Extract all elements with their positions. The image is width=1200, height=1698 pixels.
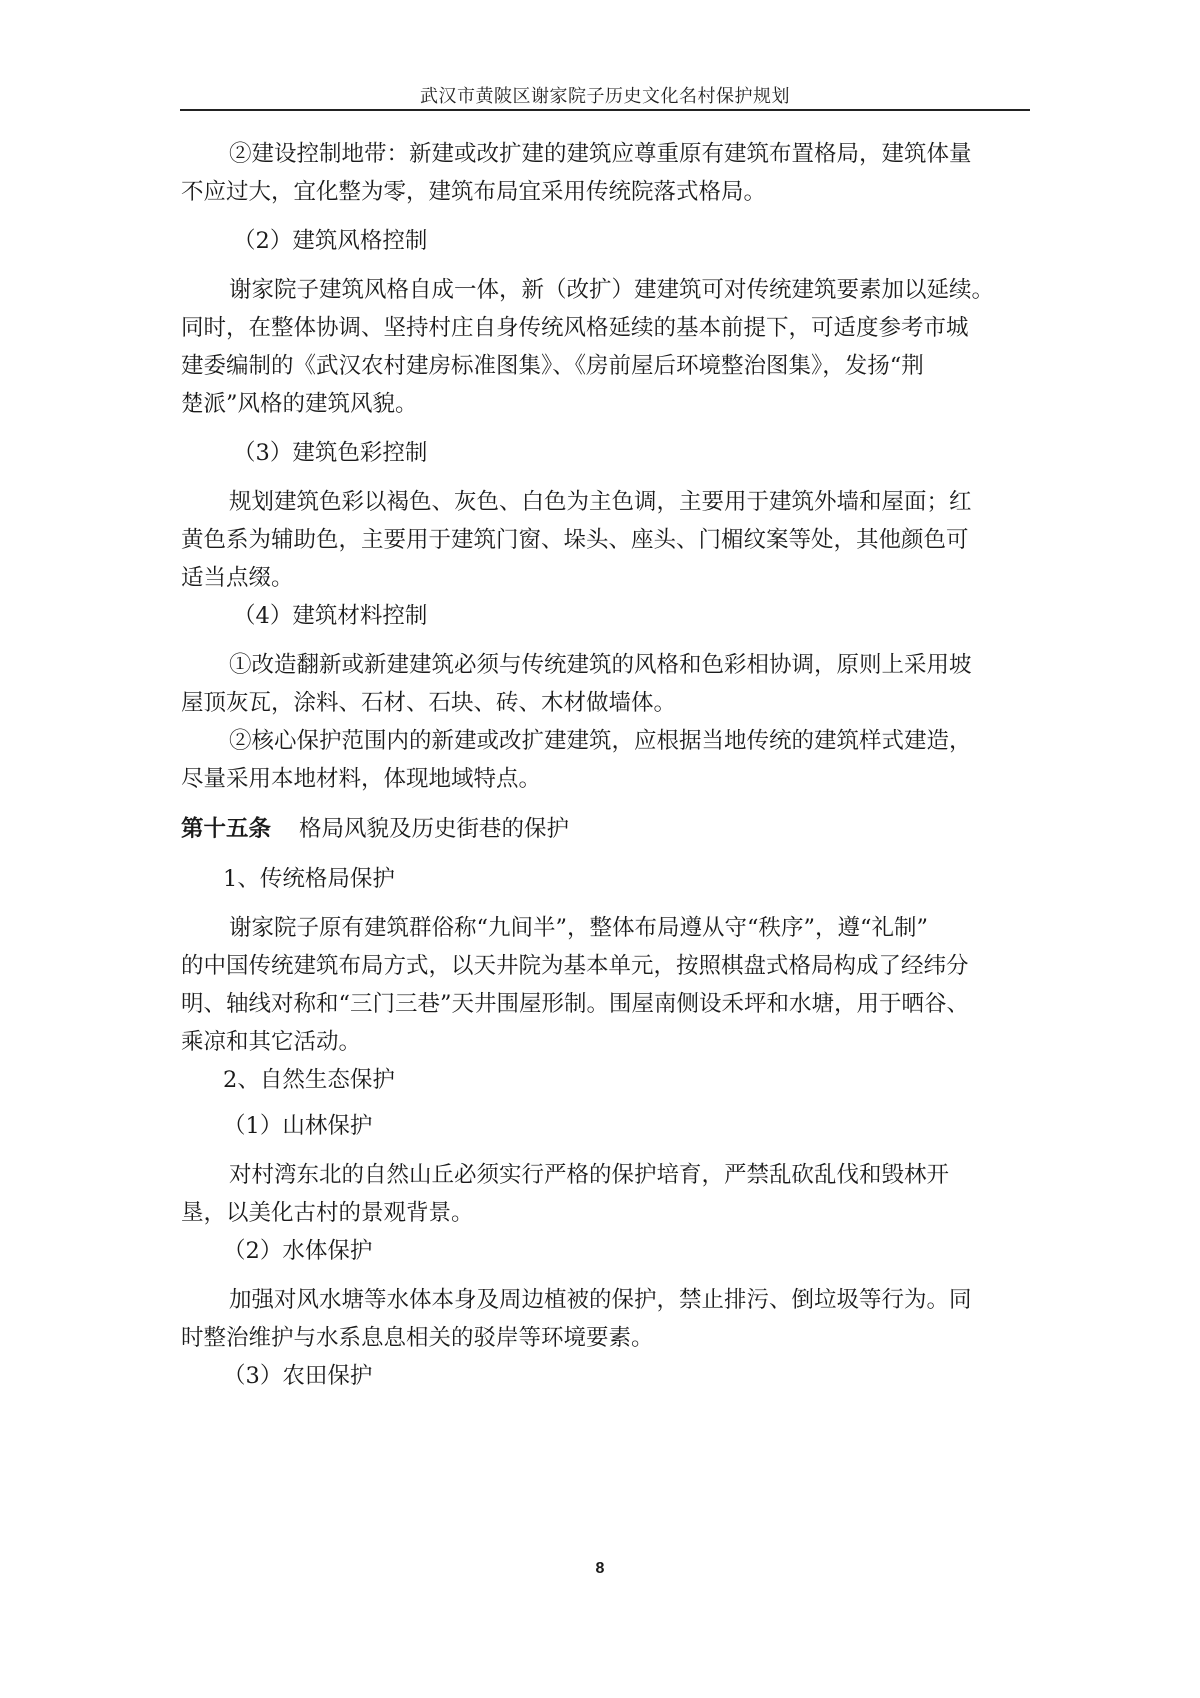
- section-heading: 2、自然生态保护: [223, 1067, 395, 1093]
- subheading: （2）建筑风格控制: [233, 228, 428, 254]
- paragraph-line: 建委编制的《武汉农村建房标准图集》、《房前屋后环境整治图集》，发扬“荆: [181, 353, 924, 379]
- paragraph-line: 黄色系为辅助色，主要用于建筑门窗、垛头、座头、门楣纹案等处，其他颜色可: [181, 527, 969, 553]
- paragraph-line: 适当点缀。: [181, 565, 294, 591]
- paragraph-line: 楚派”风格的建筑风貌。: [181, 391, 418, 417]
- paragraph-line: 对村湾东北的自然山丘必须实行严格的保护培育，严禁乱砍乱伐和毁林开: [229, 1162, 950, 1188]
- paragraph-line: 明、轴线对称和“三门三巷”天井围屋形制。围屋南侧设禾坪和水塘，用于晒谷、: [181, 991, 970, 1017]
- paragraph-line: 不应过大，宜化整为零，建筑布局宜采用传统院落式格局。: [181, 179, 767, 205]
- paragraph-line: 乘凉和其它活动。: [181, 1029, 362, 1055]
- header-rule: [180, 109, 1030, 111]
- article-title: 格局风貌及历史街巷的保护: [299, 816, 570, 842]
- paragraph-line: ②核心保护范围内的新建或改扩建建筑，应根据当地传统的建筑样式建造，: [229, 728, 972, 754]
- page-header: 武汉市黄陂区谢家院子历史文化名村保护规划: [420, 86, 790, 107]
- paragraph-line: 谢家院子建筑风格自成一体，新（改扩）建建筑可对传统建筑要素加以延续。: [229, 277, 995, 303]
- article-number: 第十五条: [181, 816, 272, 842]
- paragraph-line: 规划建筑色彩以褐色、灰色、白色为主色调，主要用于建筑外墙和屋面；红: [229, 489, 972, 515]
- paragraph-line: 谢家院子原有建筑群俗称“九间半”，整体布局遵从守“秩序”，遵“礼制”: [229, 915, 929, 941]
- subheading: （3）农田保护: [223, 1363, 373, 1389]
- paragraph-line: 的中国传统建筑布局方式，以天井院为基本单元，按照棋盘式格局构成了经纬分: [181, 953, 969, 979]
- paragraph-line: 垦，以美化古村的景观背景。: [181, 1200, 474, 1226]
- page-number: 8: [595, 1560, 605, 1577]
- subheading: （3）建筑色彩控制: [233, 440, 428, 466]
- paragraph-line: 加强对风水塘等水体本身及周边植被的保护，禁止排污、倒垃圾等行为。同: [229, 1287, 972, 1313]
- paragraph-line: 尽量采用本地材料，体现地域特点。: [181, 766, 542, 792]
- paragraph-line: ②建设控制地带：新建或改扩建的建筑应尊重原有建筑布置格局，建筑体量: [229, 141, 972, 167]
- section-heading: 1、传统格局保护: [223, 866, 395, 892]
- paragraph-line: 屋顶灰瓦，涂料、石材、石块、砖、木材做墙体。: [181, 690, 677, 716]
- paragraph-line: ①改造翻新或新建建筑必须与传统建筑的风格和色彩相协调，原则上采用坡: [229, 652, 972, 678]
- subheading: （2）水体保护: [223, 1238, 373, 1264]
- article-heading: [181, 815, 569, 843]
- subheading: （1）山林保护: [223, 1113, 373, 1139]
- subheading: （4）建筑材料控制: [233, 603, 428, 629]
- paragraph-line: 同时，在整体协调、坚持村庄自身传统风格延续的基本前提下，可适度参考市城: [181, 315, 969, 341]
- paragraph-line: 时整治维护与水系息息相关的驳岸等环境要素。: [181, 1325, 654, 1351]
